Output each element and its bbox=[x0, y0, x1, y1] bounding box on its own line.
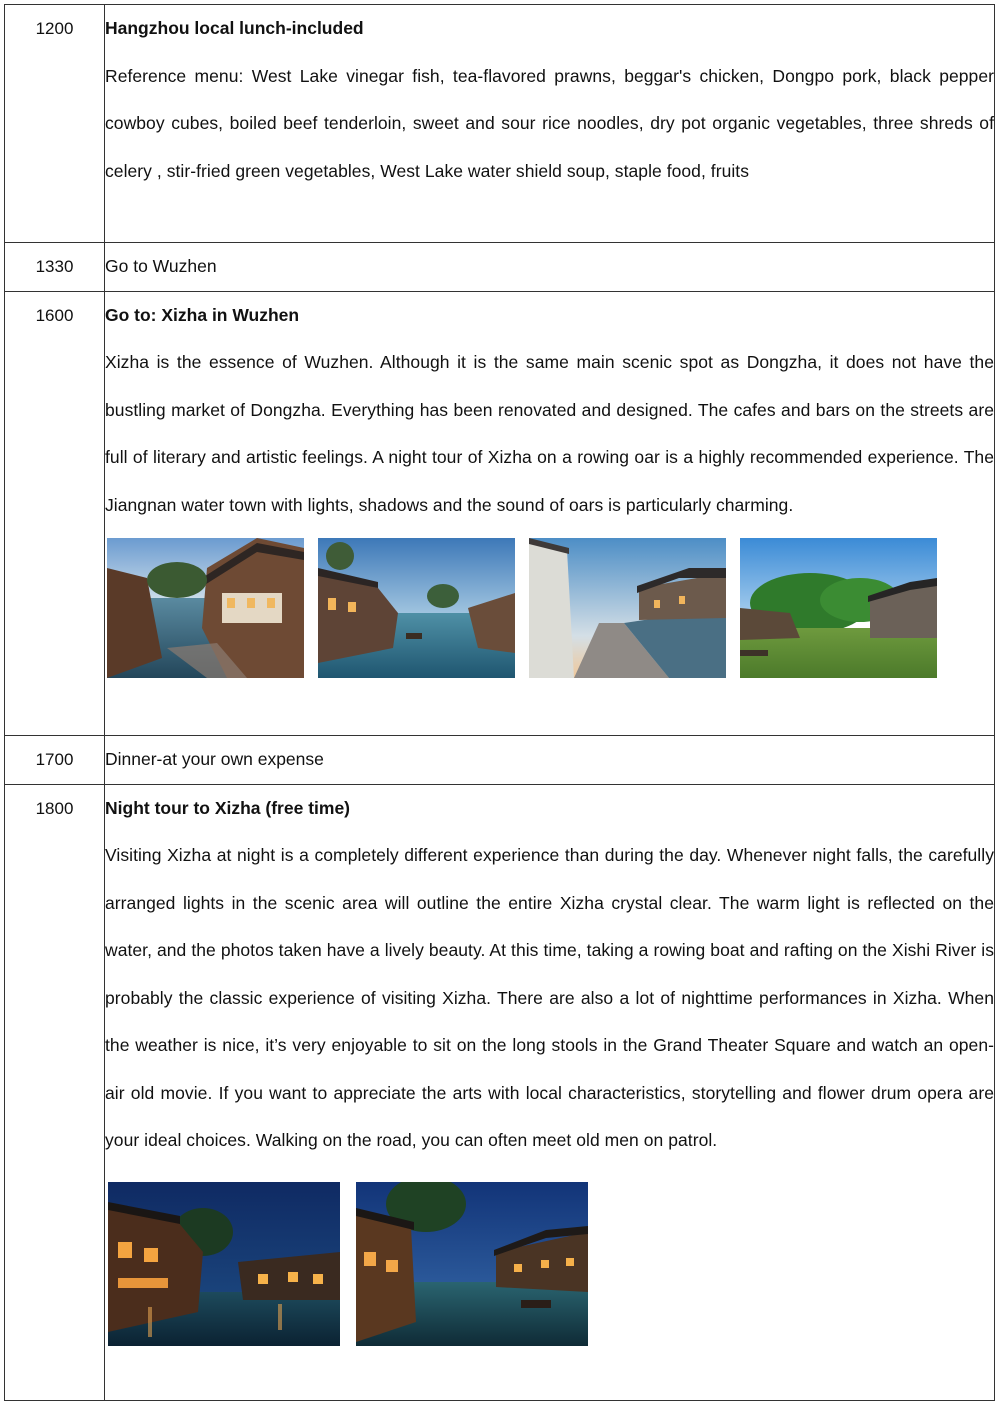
photo-gallery-day bbox=[105, 529, 994, 687]
time-cell bbox=[5, 784, 105, 1400]
row-description: Visiting Xizha at night is a completely different experience than during the day. Whenever night falls, the carefully arranged lights in the scenic area will outline the entire Xizha crystal clear. The warm light is reflected on the water, and the photos taken have a lively beauty. At this time, taking a rowing boat and rafting on the Xishi River is probably the classic experience of visiting Xizha. There are also a lot of nighttime performances in Xizha. When the weather is nice, it’s very enjoyable to sit on the long stools in the Grand Theater Square and watch an open-air old movie. If you want to appreciate the arts with local characteristics, storytelling and flower drum opera are your ideal choices. Walking on the road, you can often meet old men on patrol. bbox=[105, 845, 994, 1150]
row-title: Night tour to Xizha (free time) bbox=[105, 797, 350, 818]
table-row bbox=[5, 784, 995, 1400]
row-text: Go to Wuzhen bbox=[105, 256, 217, 276]
row-text: Dinner-at your own expense bbox=[105, 748, 324, 769]
photo-water-town-river-green bbox=[740, 538, 937, 678]
time-cell bbox=[5, 291, 105, 735]
time-cell bbox=[5, 243, 105, 292]
content-cell bbox=[105, 291, 995, 735]
photo-night-canal-1 bbox=[108, 1182, 340, 1346]
row-description: Xizha is the essence of Wuzhen. Although it is the same main scenic spot as Dongzha, it does not have the bustling market of Dongzha. Everything has been renovated and designed. The cafes and bars on the streets are full of literary and artistic feelings. A night tour of Xizha on a rowing oar is a highly recommended experience. The Jiangnan water town with lights, shadows and the sound of oars is particularly charming. bbox=[105, 352, 994, 515]
table-row bbox=[5, 5, 995, 243]
row-description: Reference menu: West Lake vinegar fish, tea-flavored prawns, beggar's chicken, Dongpo pork, black pepper cowboy cubes, boiled beef tenderloin, sweet and sour rice noodles, dry pot organic vegetables, three shreds of celery , stir-fried green vegetables, West Lake water shield soup, staple food, fruits bbox=[105, 65, 994, 181]
content-cell bbox=[105, 784, 995, 1400]
time-cell bbox=[5, 735, 105, 784]
photo-gallery-night bbox=[105, 1165, 994, 1359]
photo-water-town-canal-1 bbox=[107, 538, 304, 678]
content-cell bbox=[105, 243, 995, 292]
time-label: 1700 bbox=[35, 749, 74, 769]
photo-water-town-stone-path bbox=[529, 538, 726, 678]
content-cell bbox=[105, 735, 995, 784]
itinerary-table bbox=[4, 4, 995, 1401]
time-cell bbox=[5, 5, 105, 243]
time-label: 1800 bbox=[35, 798, 74, 818]
photo-night-canal-2 bbox=[356, 1182, 588, 1346]
time-label: 1200 bbox=[35, 19, 74, 38]
photo-water-town-canal-2 bbox=[318, 538, 515, 678]
table-row bbox=[5, 291, 995, 735]
content-cell bbox=[105, 5, 995, 243]
table-row bbox=[5, 735, 995, 784]
time-label: 1330 bbox=[35, 257, 74, 276]
time-label: 1600 bbox=[35, 305, 74, 325]
table-row bbox=[5, 243, 995, 292]
row-title: Go to: Xizha in Wuzhen bbox=[105, 304, 300, 325]
row-title: Hangzhou local lunch-included bbox=[105, 18, 364, 38]
